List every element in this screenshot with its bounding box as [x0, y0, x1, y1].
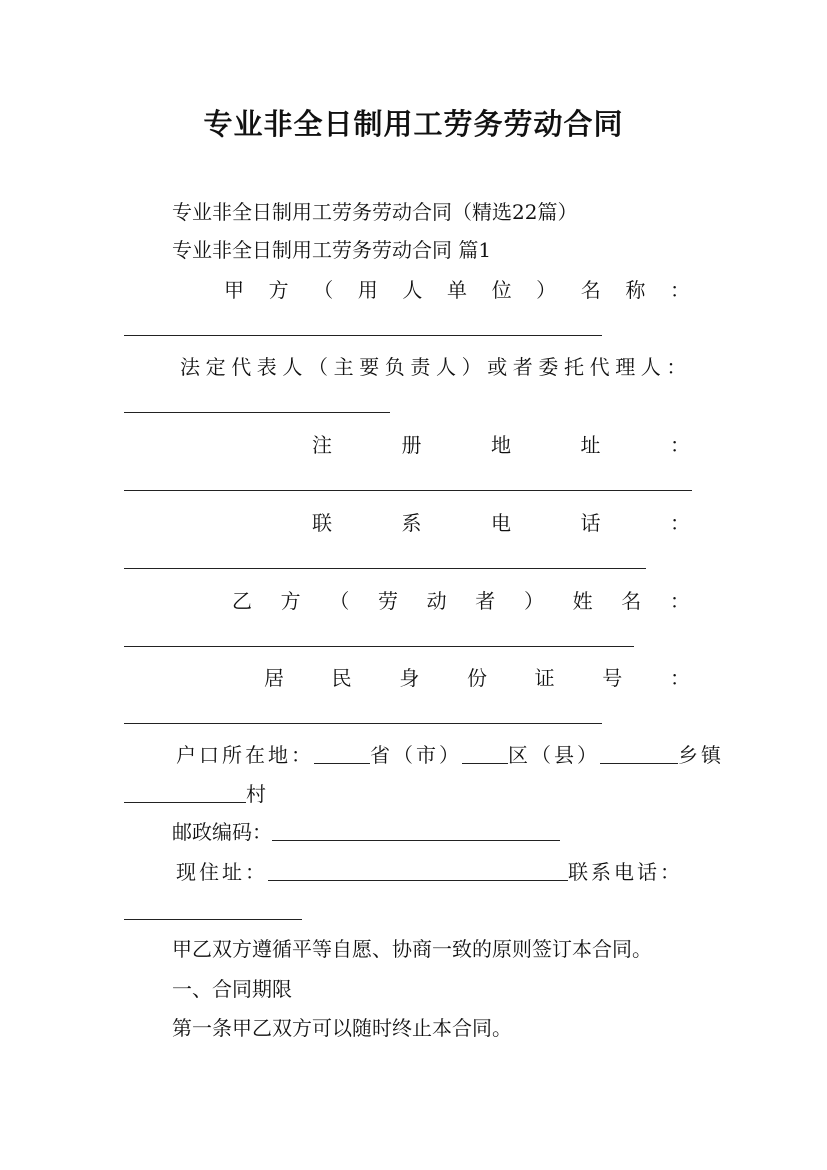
- section-1-heading: 一、合同期限: [172, 977, 292, 1001]
- current-address-line: [176, 860, 683, 884]
- household-province: 省（市）: [370, 743, 462, 767]
- party-b-name-label: 乙 方 （ 劳 动 者 ） 姓 名 ：: [232, 589, 690, 613]
- id-number-blank: [124, 723, 602, 724]
- contact-phone-label: 联系电话：: [568, 860, 683, 884]
- reg-address-label: 注 册 地 址 ：: [312, 433, 690, 457]
- contact-phone-blank: [124, 919, 302, 920]
- paragraph-principle: 甲乙双方遵循平等自愿、协商一致的原则签订本合同。: [172, 937, 652, 961]
- household-province-blank: [314, 743, 370, 764]
- household-village: 村: [246, 782, 266, 806]
- postal-code-blank: [272, 820, 560, 841]
- postal-code-label: 邮政编码：: [172, 820, 272, 844]
- legal-rep-label: 法定代表人（主要负责人）或者委托代理人：: [180, 355, 692, 379]
- section-heading: 专业非全日制用工劳务劳动合同 篇1: [172, 238, 492, 262]
- household-line: [176, 743, 724, 767]
- reg-address-blank: [124, 490, 692, 491]
- household-district: 区（县）: [508, 743, 600, 767]
- household-label: 户口所在地：: [176, 743, 314, 767]
- document-subtitle: 专业非全日制用工劳务劳动合同（精选22篇）: [172, 200, 578, 224]
- document-title: 专业非全日制用工劳务劳动合同: [203, 107, 624, 141]
- id-number-label: 居 民 身 份 证 号 ：: [264, 666, 690, 690]
- article-1: 第一条甲乙双方可以随时终止本合同。: [172, 1016, 512, 1040]
- legal-rep-blank: [124, 412, 390, 413]
- party-a-name-blank: [124, 335, 602, 336]
- household-town-blank: [600, 743, 678, 764]
- phone-blank: [124, 568, 646, 569]
- household-village-line: [124, 782, 266, 806]
- current-address-label: 现住址：: [176, 860, 268, 884]
- current-address-blank: [268, 860, 568, 881]
- phone-label: 联 系 电 话 ：: [312, 511, 690, 535]
- party-a-name-label: 甲 方 （ 用 人 单 位 ） 名 称 ：: [224, 278, 690, 302]
- party-b-name-blank: [124, 646, 634, 647]
- household-district-blank: [462, 743, 508, 764]
- household-town: 乡镇: [678, 743, 724, 767]
- household-village-blank: [124, 782, 246, 803]
- postal-code-line: [172, 820, 560, 844]
